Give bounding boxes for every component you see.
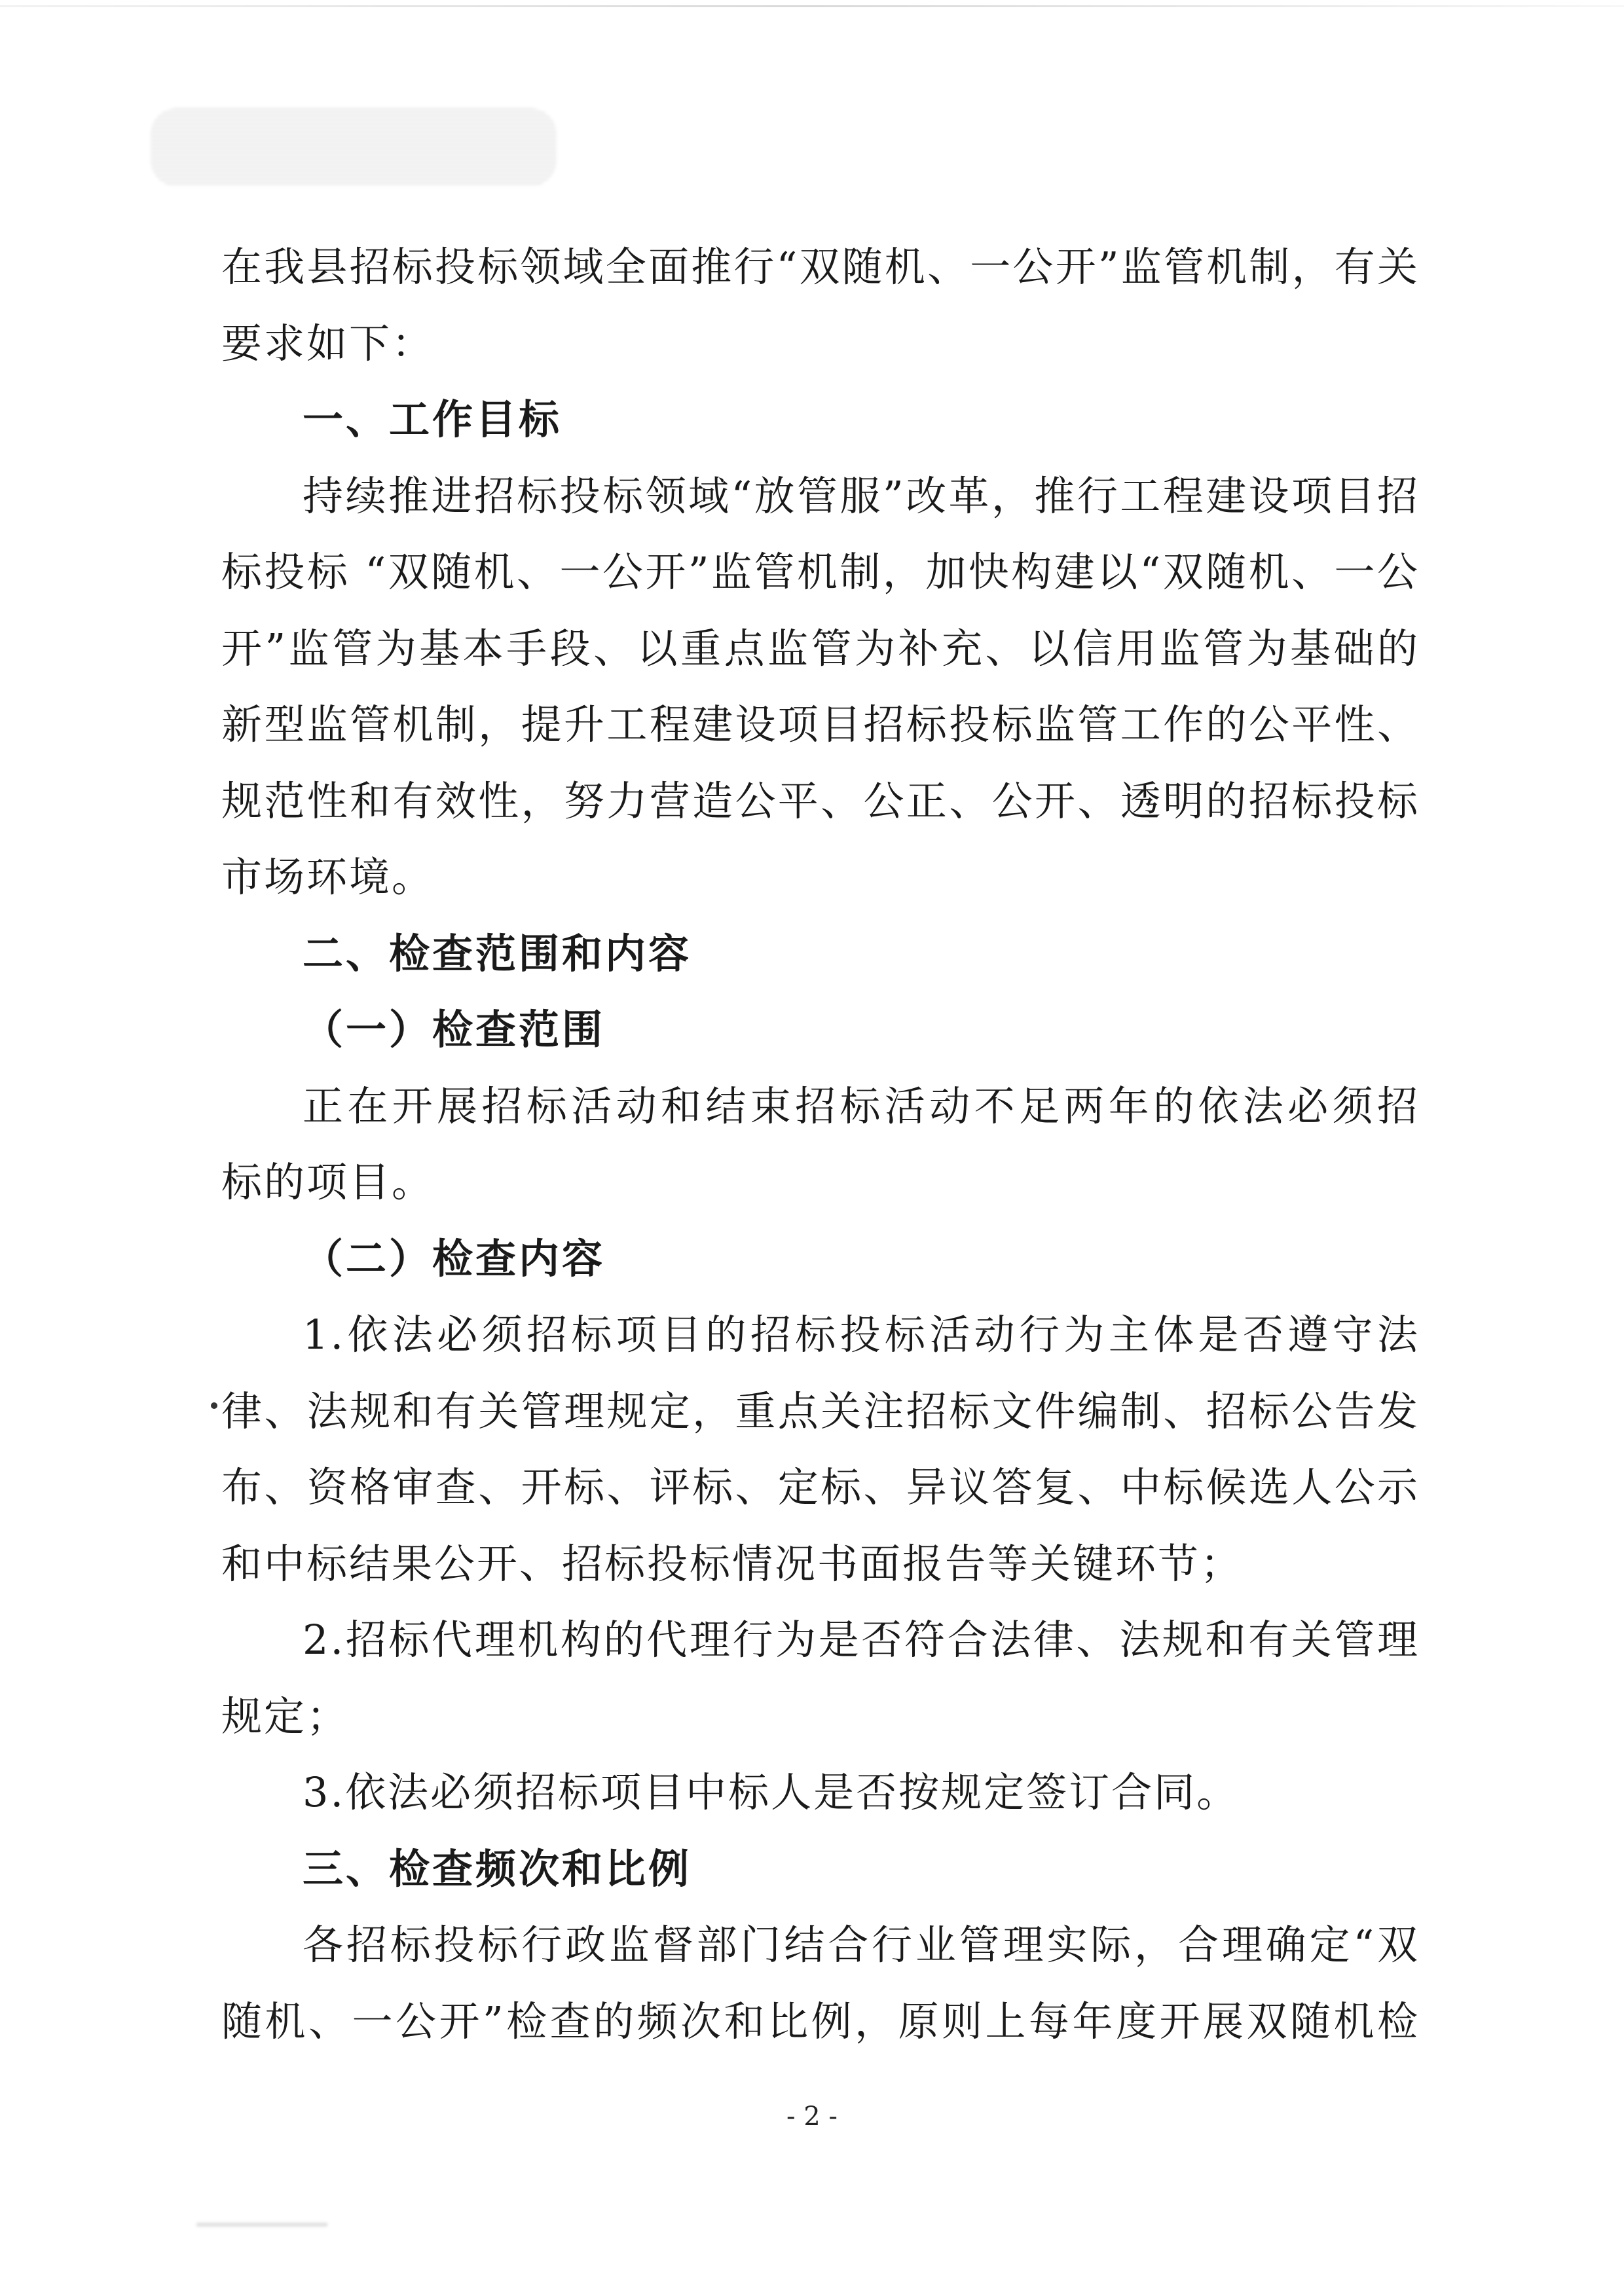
paragraph-line: 持续推进招标投标领域“放管服”改革，推行工程建设项目招 (303, 471, 1420, 520)
paragraph-line: 标投标 “双随机、一公开”监管机制，加快构建以“双随机、一公 (221, 548, 1420, 596)
paragraph-line: 正在开展招标活动和结束招标活动不足两年的依法必须招 (303, 1082, 1420, 1130)
paragraph-line: 各招标投标行政监督部门结合行业管理实际，合理确定“双 (303, 1921, 1420, 1969)
scan-edge-artifact (0, 5, 1624, 7)
paragraph-line: 3.依法必须招标项目中标人是否按规定签订合同。 (303, 1768, 1240, 1816)
document-body (221, 229, 1420, 2060)
paragraph-line: 2.招标代理机构的代理行为是否符合法律、法规和有关管理 (303, 1616, 1420, 1664)
section-heading: 二、检查范围和内容 (303, 929, 692, 977)
paragraph-line: 标的项目。 (221, 1158, 435, 1206)
section-heading: 一、工作目标 (303, 395, 563, 443)
paragraph-line: 在我县招标投标领域全面推行“双随机、一公开”监管机制，有关 (221, 243, 1420, 291)
scan-dot-artifact (211, 1402, 217, 1409)
section-heading: 三、检查频次和比例 (303, 1844, 692, 1893)
paragraph-line: 随机、一公开”检查的频次和比例，原则上每年度开展双随机检 (221, 1997, 1420, 2045)
paragraph-line: 律、法规和有关管理规定，重点关注招标文件编制、招标公告发 (221, 1387, 1420, 1435)
subsection-heading: （二）检查内容 (303, 1234, 606, 1283)
scan-smudge (151, 108, 557, 187)
paragraph-line: 市场环境。 (221, 853, 435, 901)
paragraph-line: 新型监管机制，提升工程建设项目招标投标监管工作的公平性、 (221, 701, 1420, 748)
subsection-heading: （一）检查范围 (303, 1006, 606, 1053)
paragraph-line: 1.依法必须招标项目的招标投标活动行为主体是否遵守法 (303, 1311, 1420, 1358)
page-number: - 2 - (786, 2102, 838, 2132)
paragraph-line: 和中标结果公开、招标投标情况书面报告等关键环节； (221, 1539, 1244, 1588)
paragraph-line: 规定； (221, 1692, 350, 1740)
paragraph-line: 规范性和有效性，努力营造公平、公正、公开、透明的招标投标 (221, 776, 1420, 825)
paragraph-line: 要求如下： (221, 319, 435, 367)
paragraph-line: 开”监管为基本手段、以重点监管为补充、以信用监管为基础的 (221, 624, 1420, 672)
scan-smudge-bottom (196, 2223, 327, 2227)
paragraph-line: 布、资格审查、开标、评标、定标、异议答复、中标候选人公示 (221, 1463, 1420, 1511)
